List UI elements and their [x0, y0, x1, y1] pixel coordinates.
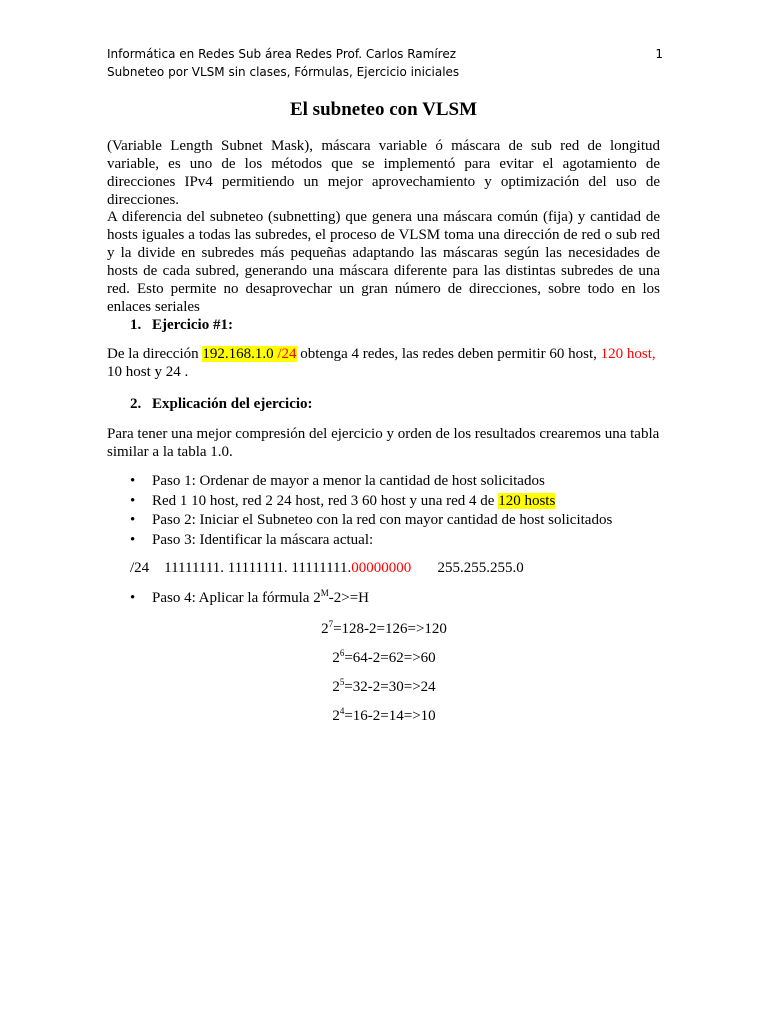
exercise-red-host: 120 host, — [600, 346, 656, 362]
bullet-icon: • — [130, 512, 136, 528]
step4-list — [130, 589, 670, 609]
explanation-paragraph: Para tener una mejor compresión del ejercicio y orden de los resultados crearemos una tabla similar a la tabla 1.0. — [107, 426, 660, 460]
header-topic-line: Subneteo por VLSM sin clases, Fórmulas, Ejercicio iniciales — [107, 65, 460, 79]
exercise-middle: obtenga 4 redes, las redes deben permitir 60 host, — [296, 346, 601, 362]
step-text: Paso 3: Identificar la máscara actual: — [152, 531, 374, 548]
formula-exponent: M — [320, 588, 329, 598]
section-number: 2. — [130, 396, 142, 412]
formula-base: 2 — [332, 650, 340, 666]
bullet-icon: • — [130, 590, 136, 606]
formula-result: =32-2=30=>24 — [344, 679, 436, 695]
page-header — [107, 45, 663, 81]
list-item — [130, 511, 670, 531]
formula-line — [0, 678, 768, 696]
step-text-suffix: -2>=H — [328, 590, 369, 606]
formula-exponent: 5 — [339, 677, 345, 687]
formula-exponent: 6 — [339, 648, 345, 658]
formula-base: 2 — [332, 679, 340, 695]
step-text: Paso 1: Ordenar de mayor a menor la cantidad de host solicitados — [152, 473, 545, 489]
mask-binary-ones: 11111111. 11111111. 11111111. — [164, 560, 352, 576]
formula-base: 2 — [321, 621, 329, 637]
section-title: Explicación del ejercicio: — [152, 396, 313, 412]
formula-line — [0, 649, 768, 667]
bullet-icon: • — [130, 531, 136, 548]
page-number: 1 — [655, 47, 663, 61]
steps-list — [130, 472, 670, 550]
formula-exponent: 7 — [328, 619, 334, 629]
exercise-line-two: 10 host y 24 . — [107, 364, 189, 380]
mask-decimal: 255.255.255.0 — [437, 560, 524, 576]
section-number: 1. — [130, 317, 142, 333]
mask-prefix: /24 — [130, 560, 150, 576]
list-item — [130, 472, 670, 492]
formula-line — [0, 707, 768, 725]
formula-result: =16-2=14=>10 — [344, 708, 436, 724]
section-heading-explanation — [130, 395, 313, 413]
step-text: Paso 4: Aplicar la fórmula 2 — [152, 590, 321, 606]
network-mask: /24 — [277, 346, 297, 362]
formula-base: 2 — [332, 708, 340, 724]
step-text: Red 1 10 host, red 2 24 host, red 3 60 host y una red 4 de — [152, 492, 499, 509]
section-heading-exercise — [130, 316, 233, 334]
list-item — [130, 531, 670, 551]
network-address: 192.168.1.0 — [202, 346, 278, 362]
exercise-prefix: De la dirección — [107, 346, 203, 362]
bullet-icon: • — [130, 473, 136, 489]
highlighted-hosts: 120 hosts — [498, 492, 556, 509]
formula-exponent: 4 — [339, 706, 345, 716]
mask-binary-line — [130, 559, 524, 577]
formula-line — [0, 620, 768, 638]
list-item — [130, 589, 670, 609]
bullet-icon: • — [130, 492, 136, 509]
step-text: Paso 2: Iniciar el Subneteo con la red con mayor cantidad de host solicitados — [152, 512, 613, 528]
intro-paragraph: (Variable Length Subnet Mask), máscara variable ó máscara de sub red de longitud variable, es uno de los métodos que se implementó para evitar el agotamiento de direcciones IPv4 permitiendo un mejor aprovechamiento y optimización del uso de direcciones. — [107, 138, 660, 208]
exercise-statement — [107, 345, 660, 381]
highlighted-network-address — [202, 346, 296, 362]
section-title: Ejercicio #1: — [152, 317, 233, 333]
formula-result: =128-2=126=>120 — [333, 621, 447, 637]
document-title: El subneteo con VLSM — [289, 99, 478, 120]
formula-result: =64-2=62=>60 — [344, 650, 436, 666]
header-course-line: Informática en Redes Sub área Redes Prof. Carlos Ramírez — [107, 47, 457, 61]
list-item — [130, 492, 670, 512]
mask-binary-zeros: 00000000 — [351, 560, 412, 576]
vlsm-difference-paragraph: A diferencia del subneteo (subnetting) que genera una máscara común (fija) y cantidad de hosts iguales a todas las subredes, el proceso de VLSM toma una dirección de red o sub red y la divide en subredes más pequeñas adaptando las máscaras según las necesidades de hosts de cada subred, generando una máscara diferente para las distintas subredes de una red. Esto permite no desaprovechar un gran número de direcciones, sobre todo en los enlaces seriales — [107, 209, 660, 315]
